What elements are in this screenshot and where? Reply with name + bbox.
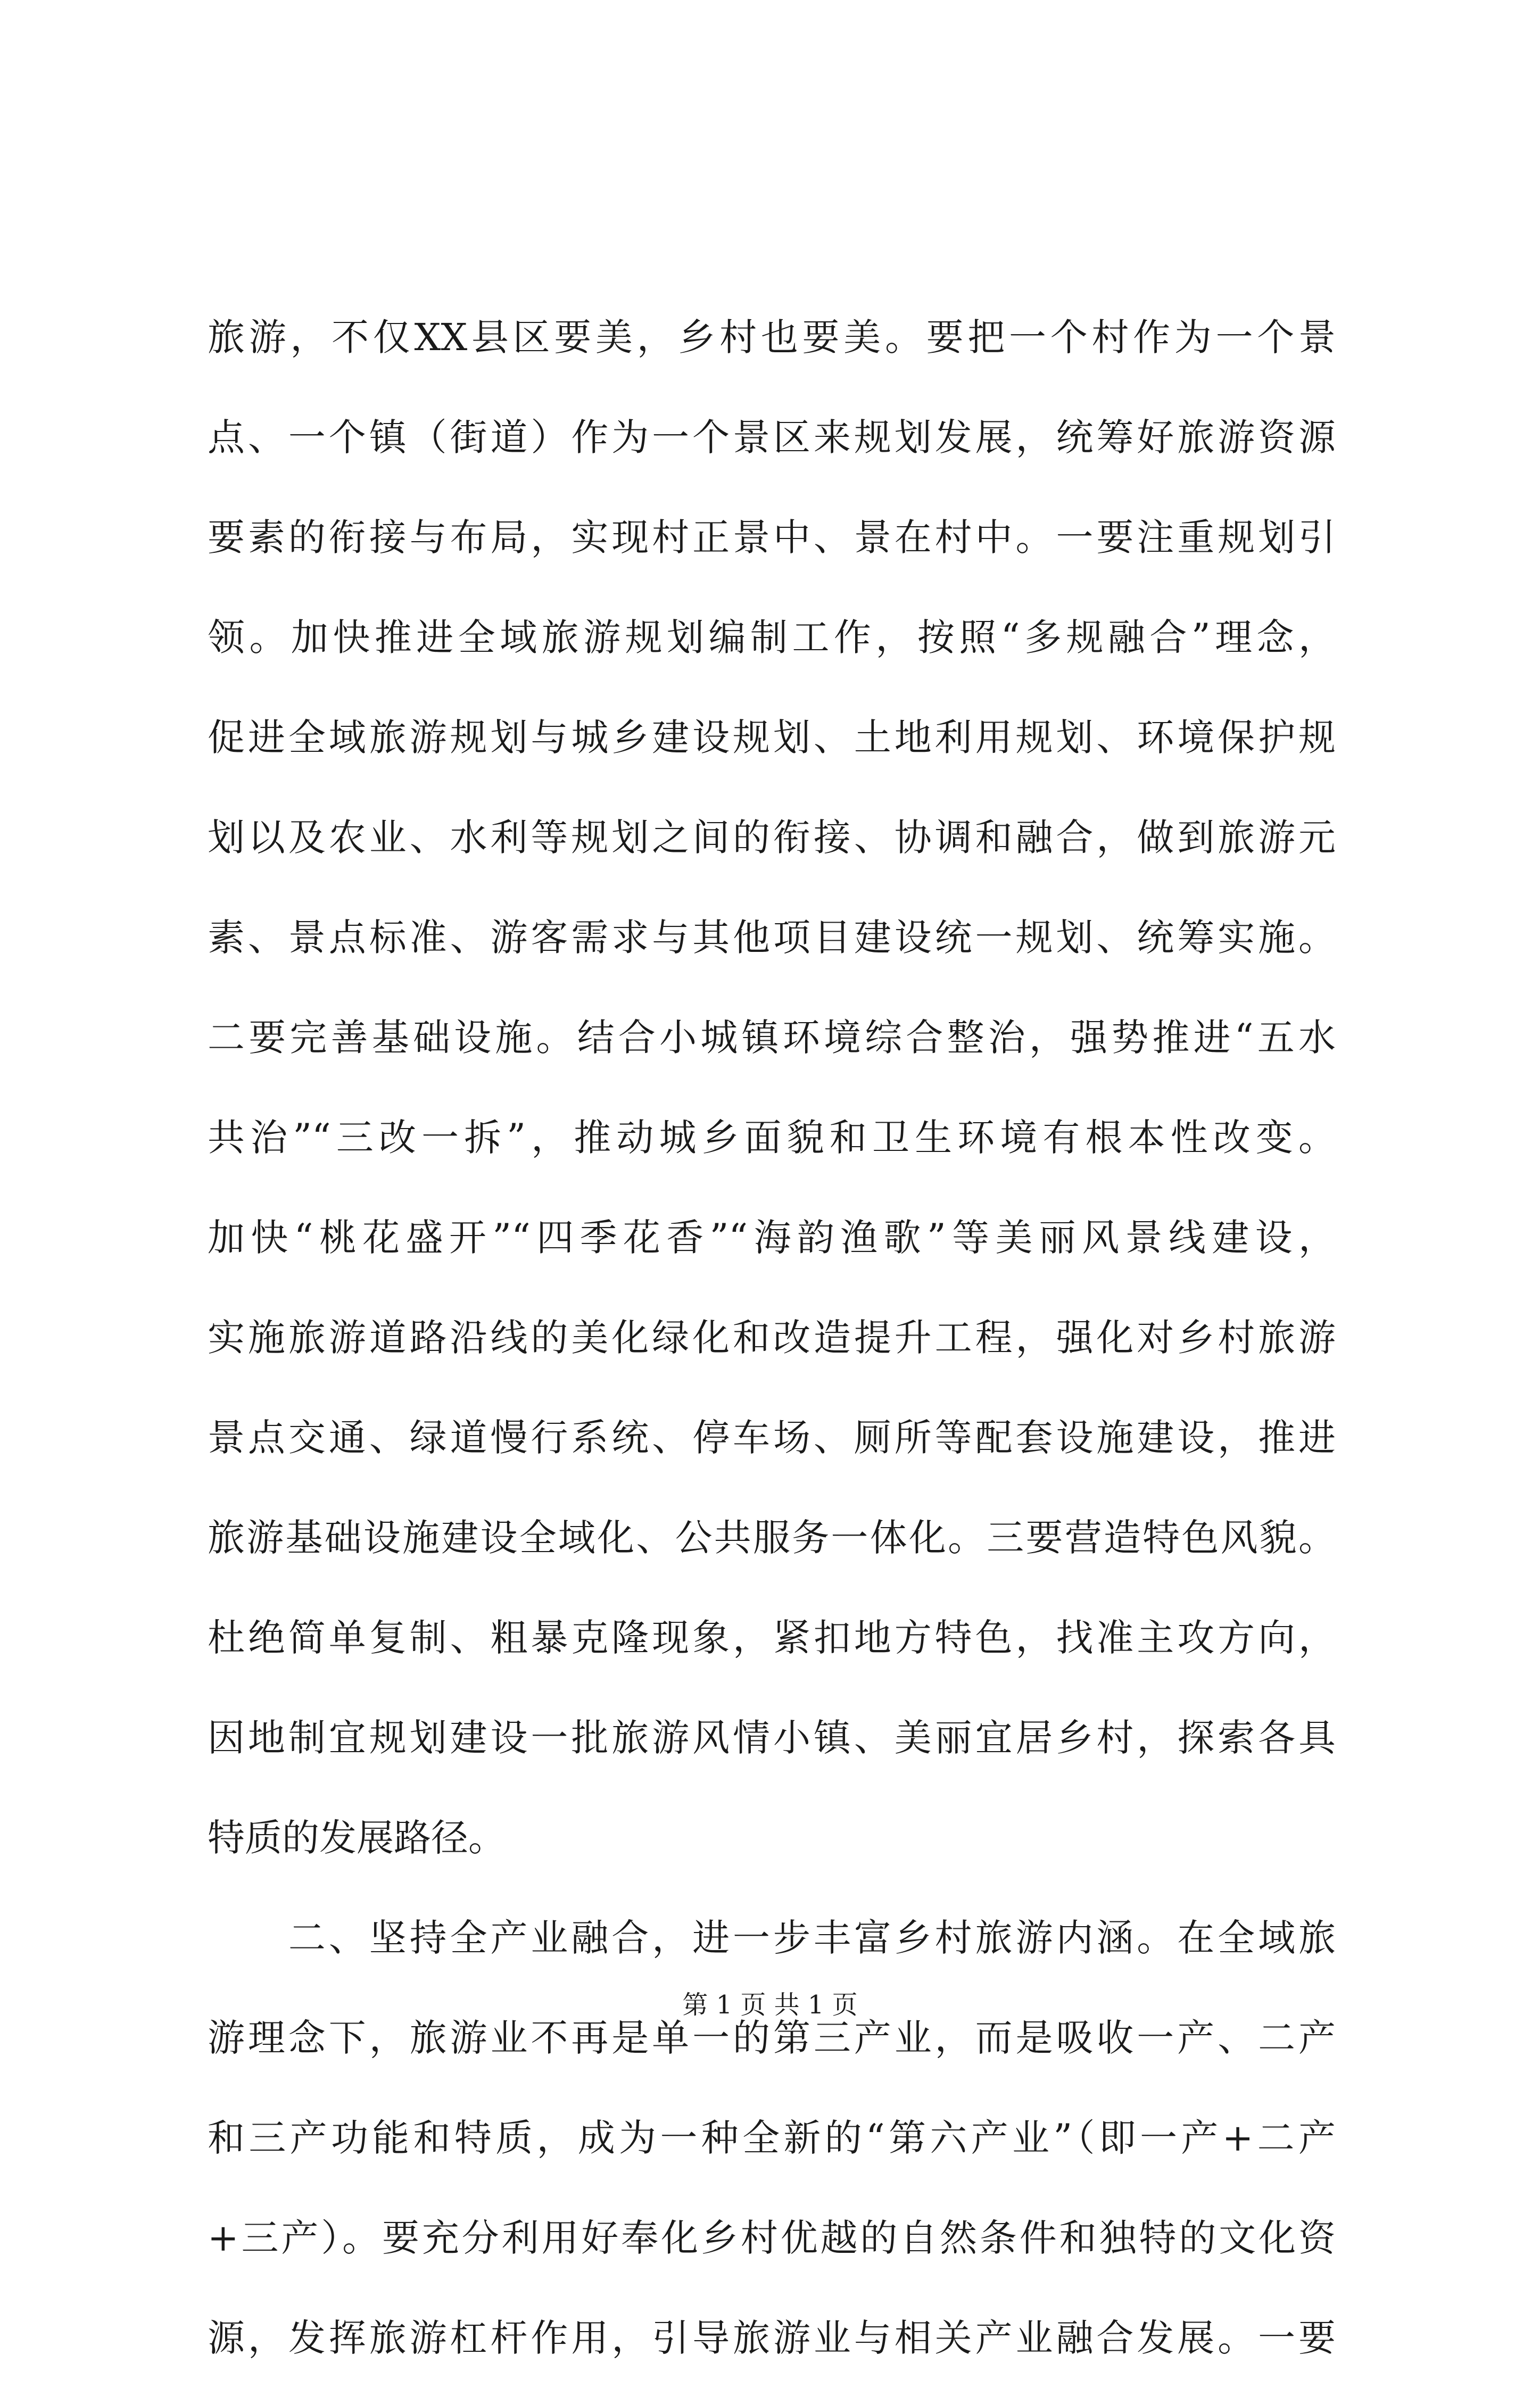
text-line: +三产）。要充分利用好奉化乡村优越的自然条件和独特的文化资: [208, 2216, 1336, 2260]
text-line: 领。加快推进全域旅游规划编制工作，按照“多规融合”理念，: [208, 616, 1336, 659]
text-line: 景点交通、绿道慢行系统、停车场、厕所等配套设施建设，推进: [208, 1416, 1336, 1460]
text-line: 二、坚持全产业融合，进一步丰富乡村旅游内涵。在全域旅: [208, 1916, 1336, 1960]
text-line: 二要完善基础设施。结合小城镇环境综合整治，强势推进“五水: [208, 1016, 1336, 1059]
text-line: 共治”“三改一拆”，推动城乡面貌和卫生环境有根本性改变。: [208, 1116, 1336, 1159]
text-line: 和三产功能和特质，成为一种全新的“第六产业”（即一产+二产: [208, 2116, 1336, 2160]
page-number-label: 第 1 页 共 1 页: [682, 1990, 858, 2020]
text-line: 要素的衔接与布局，实现村正景中、景在村中。一要注重规划引: [208, 516, 1336, 559]
text-line: 划以及农业、水利等规划之间的衔接、协调和融合，做到旅游元: [208, 816, 1336, 859]
text-line: 因地制宜规划建设一批旅游风情小镇、美丽宜居乡村，探索各具: [208, 1716, 1336, 1760]
text-line: 游理念下，旅游业不再是单一的第三产业，而是吸收一产、二产: [208, 2016, 1336, 2060]
text-line: 实施旅游道路沿线的美化绿化和改造提升工程，强化对乡村旅游: [208, 1316, 1336, 1359]
text-line: 特质的发展路径。: [208, 1816, 506, 1860]
text-line: 杜绝简单复制、粗暴克隆现象，紧扣地方特色，找准主攻方向，: [208, 1616, 1336, 1660]
text-line: 点、一个镇（街道）作为一个景区来规划发展，统筹好旅游资源: [208, 416, 1336, 459]
text-line: 旅游基础设施建设全域化、公共服务一体化。三要营造特色风貌。: [208, 1516, 1336, 1560]
page-footer: [0, 1989, 1540, 2021]
body-text: [208, 287, 1336, 2388]
text-line: 促进全域旅游规划与城乡建设规划、土地利用规划、环境保护规: [208, 716, 1336, 759]
text-line: 素、景点标准、游客需求与其他项目建设统一规划、统筹实施。: [208, 916, 1336, 959]
text-line: 加快“桃花盛开”“四季花香”“海韵渔歌”等美丽风景线建设，: [208, 1216, 1336, 1259]
text-line: 源，发挥旅游杠杆作用，引导旅游业与相关产业融合发展。一要: [208, 2316, 1336, 2360]
text-line: 旅游，不仅XX县区要美，乡村也要美。要把一个村作为一个景: [208, 316, 1336, 359]
